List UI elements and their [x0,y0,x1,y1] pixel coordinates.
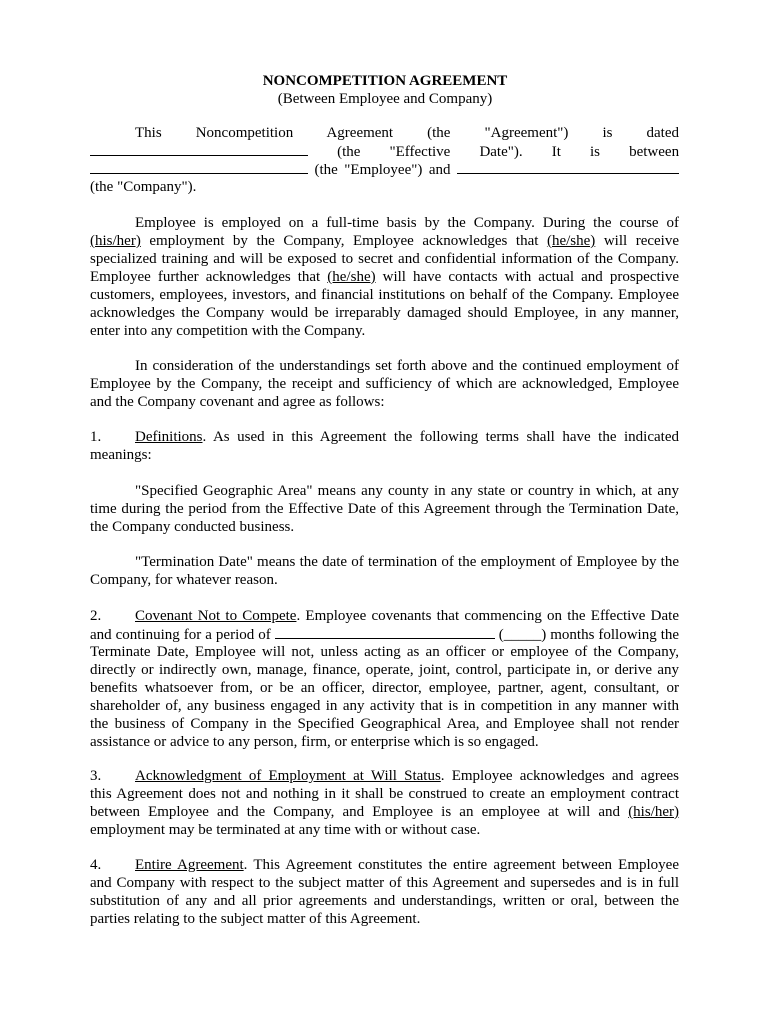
section-definitions [90,428,679,464]
s4-line-2: and Company with respect to the subject matter of this Agreement and supersedes and is in full [90,875,679,891]
s2-line-2: and continuing for a period of (_____) months following the [90,627,680,643]
section-covenant [90,607,679,751]
s2-line-4: directly or indirectly own, manage, finance, operate, joint, control, participate in, or derive any [90,662,679,678]
section-entire-agreement [90,856,679,928]
intro-line-1: This Noncompetition Agreement (the "Agreement") is dated [135,125,679,141]
s4-line-1: 4. Entire Agreement. This Agreement constitutes the entire agreement between Employee [90,857,679,873]
p1-line-1: Employee is employed on a full-time basis by the Company. During the course of [135,215,679,231]
period-blank[interactable] [275,625,495,639]
p1-line-6: acknowledges the Company would be irreparably damaged should Employee, in any manner, [90,305,679,321]
s3-line-4: employment may be terminated at any time with or without case. [90,822,481,838]
def2-line-1: "Termination Date" means the date of termination of the employment of Employee by the [135,554,679,570]
def1-line-3: the Company conducted business. [90,519,295,535]
s4-line-4: parties relating to the subject matter of this Agreement. [90,911,421,927]
s2-line-5: benefits whatsoever from, or be an officer, director, employee, partner, agent, consultant, or [90,680,679,696]
intro-line-4: (the "Company"). [90,179,197,195]
section-heading: Acknowledgment of Employment at Will Status [135,768,441,784]
document-title: NONCOMPETITION AGREEMENT [262,73,508,89]
s1-line-2: meanings: [90,447,152,463]
p2-line-2: Employee by the Company, the receipt and sufficiency of which are acknowledged, Employee [90,376,679,392]
s2-line-6: shareholder of, any business engaged in any activity that is in competition in any manner with [90,698,679,714]
p1-line-4: Employee further acknowledges that (he/she) will have contacts with actual and prospective [90,269,679,285]
def2-line-2: Company, for whatever reason. [90,572,278,588]
p1-line-3: specialized training and will be exposed to secret and confidential information of the Company. [90,251,679,267]
def1-line-2: time during the period from the Effective Date of this Agreement through the Termination Date, [90,501,679,517]
def1-line-1: "Specified Geographic Area" means any county in any state or country in which, at any [135,483,679,499]
section-heading: Covenant Not to Compete [135,608,297,624]
p2-line-3: and the Company covenant and agree as follows: [90,394,385,410]
document-subtitle: (Between Employee and Company) [277,91,493,107]
s4-line-3: substitution of any and all prior agreements and understandings, written or oral, between the [90,893,679,909]
s3-line-3: between Employee and the Company, and Employee is an employee at will and (his/her) [90,804,680,820]
s2-line-1: 2. Covenant Not to Compete. Employee covenants that commencing on the Effective Date [90,608,679,624]
p1-line-7: enter into any competition with the Company. [90,323,366,339]
s3-line-2: this Agreement does not and nothing in it shall be construed to create an employment contract [90,786,679,802]
intro-line-2: (the "Effective Date"). It is between [90,142,679,160]
company-name-blank[interactable] [457,160,679,174]
definition-termination-date [90,553,679,589]
intro-line-3: (the "Employee") and [90,160,679,178]
employee-name-blank[interactable] [90,160,308,174]
paragraph-consideration [90,357,679,411]
p2-line-1: In consideration of the understandings set forth above and the continued employment of [135,358,679,374]
definition-geographic-area [90,482,679,536]
section-heading: Definitions [135,429,203,445]
s2-line-3: Terminate Date, Employee will not, unless acting as an officer or employee of the Company, [90,644,679,660]
effective-date-blank[interactable] [90,142,308,156]
p1-line-5: customers, employees, investors, and financial institutions on behalf of the Company. Employee [90,287,679,303]
s1-line-1: 1. Definitions. As used in this Agreement the following terms shall have the indicated [90,429,679,445]
p1-line-2: (his/her) employment by the Company, Employee acknowledges that (he/she) will receive [90,233,680,249]
section-employment-at-will [90,767,679,839]
s2-line-7: the business of Company in the Specified Geographical Area, and Employee shall not render [90,716,679,732]
s3-line-1: 3. Acknowledgment of Employment at Will Status. Employee acknowledges and agrees [90,768,679,784]
section-heading: Entire Agreement [135,857,244,873]
paragraph-employment [90,214,679,340]
s2-line-8: assistance or advice to any person, firm, or enterprise which is so engaged. [90,734,539,750]
intro-paragraph [90,124,679,196]
